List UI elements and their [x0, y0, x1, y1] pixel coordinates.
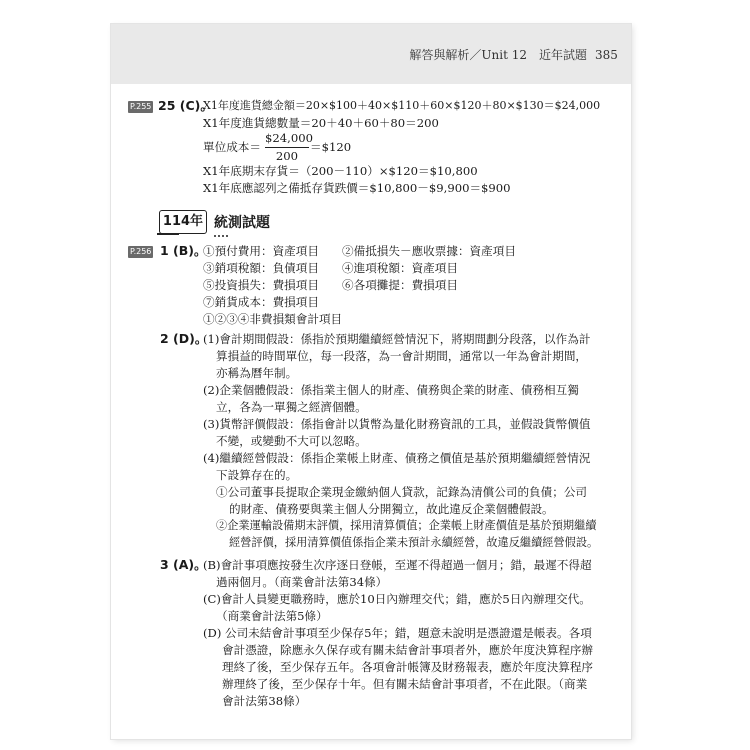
page-header [111, 24, 631, 84]
question-number: 3 (A)。 [160, 557, 207, 572]
answer-line: 經營評價，採用清算價值係指企業未預計永續經營，故違反繼續經營假設。 [229, 536, 599, 549]
question-number: 2 (D)。 [160, 331, 208, 346]
answer-line: ⑤投資損失：費損項目 [203, 278, 319, 292]
answer-line: 會計憑證，除應永久保存或有關未結會計事項者外，應於年度決算程序辦 [222, 643, 594, 657]
fraction [265, 131, 313, 165]
page-number: 385 [595, 48, 618, 62]
answer-line: ①預付費用：資產項目 [203, 244, 319, 258]
answer-line: X1年底期末存貨＝（200－110）×$120＝$10,800 [203, 164, 478, 178]
answer-line: ⑦銷貨成本：費損項目 [203, 295, 319, 309]
answer-line: 單位成本＝ [203, 140, 261, 154]
answer-line: ②企業運輸設備期末評價，採用清算價值；企業帳上財產價值是基於預期繼續 [216, 519, 597, 532]
answer-line: 立，各為一單獨之經濟個體。 [216, 400, 367, 414]
page-ref-tag: P.256 [130, 247, 152, 256]
question-number: 25 (C)。 [158, 98, 213, 113]
answer-line: 算損益的時間單位，每一段落，為一會計期間，通常以一年為會計期間， [216, 349, 588, 363]
header-title: 解答與解析／Unit 12 近年試題 [409, 48, 587, 62]
answer-line: ①②③④非費損類會計項目 [203, 312, 343, 326]
answer-line: ①公司董事長提取企業現金繳納個人貸款，記錄為清償公司的負債；公司 [216, 485, 588, 499]
answer-line: (C)會計人員變更職務時，應於10日內辦理交代；錯，應於5日內辦理交代。 [203, 592, 591, 606]
answer-line: (4)繼續經營假設：係指企業帳上財產、債務之價值是基於預期繼續經營情況 [203, 451, 591, 465]
answer-line: (3)貨幣評價假設：係指會計以貨幣為量化財務資訊的工具，並假設貨幣價值 [203, 417, 591, 431]
fraction-denominator: 200 [275, 149, 299, 163]
answer-line: (1)會計期間假設：係指於預期繼續經營情況下，將期間劃分段落，以作為計 [203, 332, 591, 346]
answer-line: ④進項稅額：資產項目 [342, 261, 458, 275]
fraction-bar [265, 147, 309, 148]
section-title: 統測試題 [214, 215, 270, 231]
answer-line: X1年度進貨總金額＝20×$100＋40×$110＋60×$120＋80×$130＝$24,000 [203, 99, 601, 112]
answer-line: (D) 公司未結會計事項至少保存5年；錯，題意未說明是憑證還是帳表。各項 [203, 626, 592, 640]
answer-line: 亦稱為曆年制。 [216, 366, 298, 380]
answer-line: 不變，或變動不大可以忽略。 [216, 434, 367, 448]
answer-line: X1年度進貨總數量＝20＋40＋60＋80＝200 [203, 116, 439, 130]
answer-line: ③銷項稅額：負債項目 [203, 261, 319, 275]
answer-line: （商業會計法第5條） [216, 609, 328, 623]
answer-line: ⑥各項攤提：費損項目 [342, 278, 458, 292]
fraction-numerator: $24,000 [265, 131, 313, 145]
answer-line: X1年底應認列之備抵存貨跌價＝$10,800－$9,900＝$900 [203, 181, 511, 195]
answer-line: 下設算存在的。 [216, 468, 298, 482]
answer-line: 過兩個月。（商業會計法第34條） [216, 575, 388, 589]
badge-underline [157, 233, 179, 235]
title-dotted-rule [214, 235, 228, 237]
answer-line: ②備抵損失－應收票據：資產項目 [342, 244, 516, 258]
answer-line: 辦理終了後，至少保存十年。但有關未結會計事項者，不在此限。（商業 [222, 677, 588, 691]
answer-line: 理終了後，至少保存五年。各項會計帳簿及財務報表，應於年度決算程序 [222, 660, 594, 674]
answer-line: (2)企業個體假設：係指業主個人的財產、債務與企業的財產、債務相互獨 [203, 383, 579, 397]
page-ref-tag: P.255 [130, 102, 152, 111]
answer-line: ＝$120 [310, 140, 352, 154]
answer-line: (B)會計事項應按發生次序逐日登帳，至遲不得超過一個月；錯，最遲不得超 [203, 558, 592, 572]
section-year-badge: 114年 [159, 210, 207, 234]
answer-line: 會計法第38條） [222, 694, 307, 708]
question-number: 1 (B)。 [160, 243, 207, 258]
answer-line: 的財產、債務要與業主個人分開獨立，故此違反企業個體假設。 [229, 502, 554, 516]
